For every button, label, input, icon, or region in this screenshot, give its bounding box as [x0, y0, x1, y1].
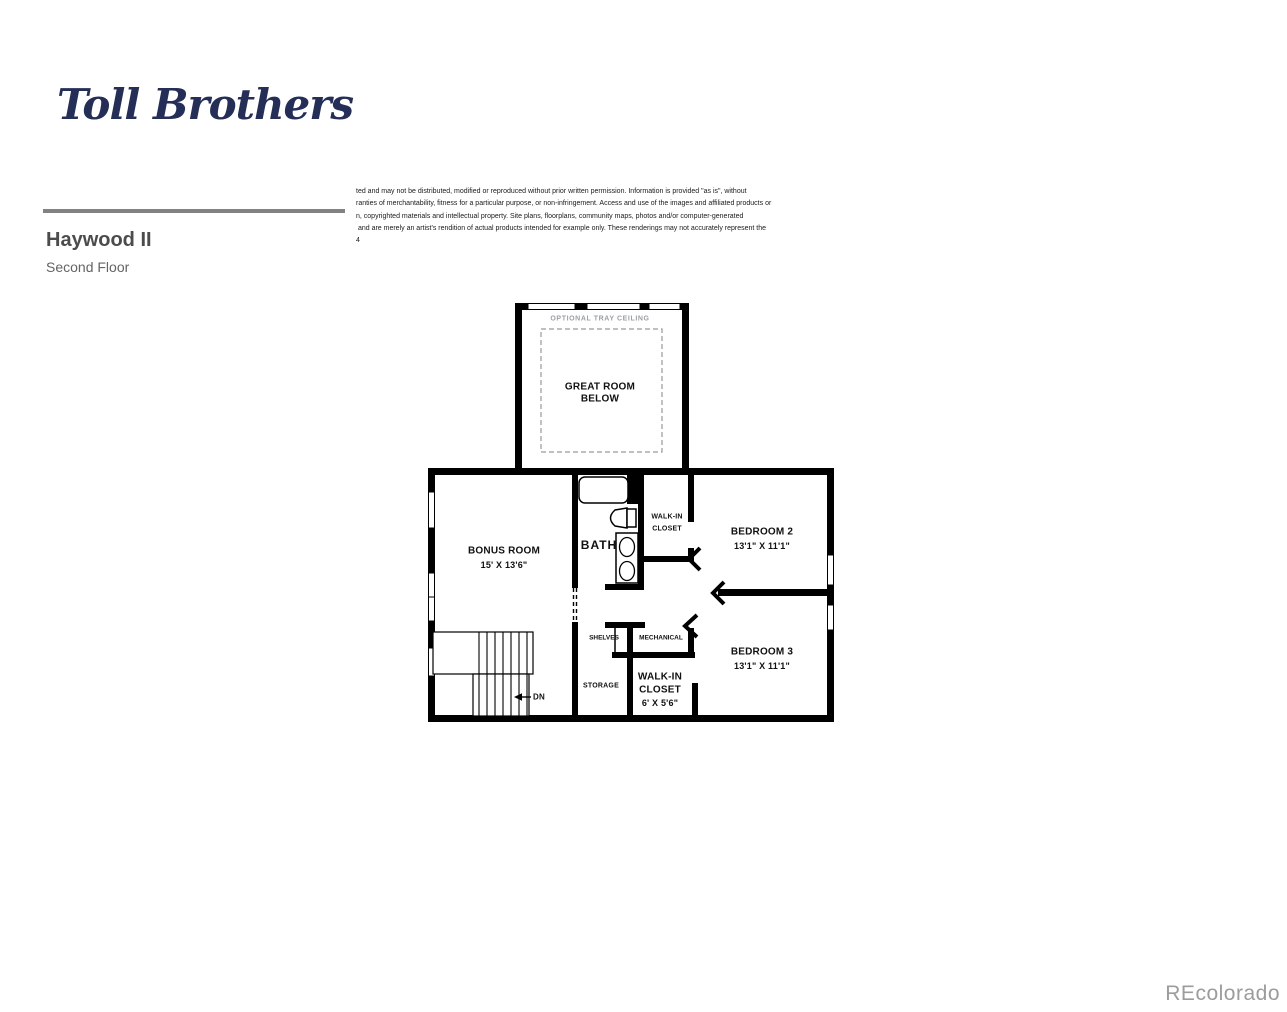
bedroom-2-label: BEDROOM 2 — [730, 526, 794, 538]
wall-mech-bottom — [612, 652, 695, 658]
window-left-1 — [429, 492, 435, 528]
storage-label: STORAGE — [583, 682, 619, 690]
walk-in-closet-lower-label-2: CLOSET — [639, 684, 681, 696]
window-left-2b — [429, 597, 435, 621]
window-greatroom-2 — [587, 304, 640, 310]
recolorado-watermark: REcolorado — [1165, 982, 1280, 1005]
bedroom-3-dims: 13'1" X 11'1" — [734, 661, 790, 671]
wall-bath-right — [638, 474, 644, 590]
toilet-tank — [627, 509, 636, 527]
great-room-below-label: BELOW — [580, 393, 620, 405]
sink-1 — [620, 538, 635, 557]
window-right-2 — [828, 605, 834, 630]
toilet-bowl — [611, 508, 628, 528]
disclaimer-line-3: n, copyrighted materials and intellectual property. Site plans, floorplans, community maps, photos and/or computer-generated — [356, 212, 744, 220]
window-left-2a — [429, 573, 435, 597]
window-greatroom-3 — [649, 304, 680, 310]
shelves-label: SHELVES — [589, 634, 619, 642]
wall-greatroom-left — [515, 303, 522, 475]
walk-in-closet-upper-label-1: WALK-IN — [651, 513, 683, 521]
disclaimer-line-2: ranties of merchantability, fitness for a particular purpose, or non-infringement. Access and use of the images and affiliated products or — [356, 200, 772, 208]
stairs-upper-run — [433, 632, 533, 674]
sink-2 — [620, 562, 635, 581]
optional-tray-ceiling-label: OPTIONAL TRAY CEILING — [550, 315, 650, 323]
wall-bonus-upper — [572, 474, 578, 588]
stairs-down-label: DN — [533, 692, 545, 702]
bathtub — [579, 477, 628, 503]
disclaimer-line-5: 4 — [356, 237, 360, 245]
wall-bath-bottom — [605, 584, 644, 590]
floor-subtitle: Second Floor — [46, 259, 130, 275]
bath-label: BATH — [580, 538, 618, 552]
window-right-1 — [828, 555, 834, 585]
toll-brothers-logo: Toll Brothers — [57, 80, 354, 129]
plan-title: Haywood II — [46, 229, 152, 251]
window-greatroom-1 — [528, 304, 575, 310]
disclaimer-line-4: and are merely an artist's rendition of actual products intended for example only. These renderings may not accurately represent the — [356, 224, 767, 232]
mechanical-label: MECHANICAL — [639, 634, 683, 642]
door-jamb-bedroom3 — [685, 615, 697, 637]
wall-bonus-lower — [572, 622, 578, 716]
bonus-room-label: BONUS ROOM — [468, 545, 540, 557]
great-room-label: GREAT ROOM — [564, 381, 636, 393]
walk-in-closet-lower-label-1: WALK-IN — [637, 671, 683, 683]
walk-in-closet-lower-dims: 6' X 5'6" — [641, 698, 679, 708]
bedroom-2-dims: 13'1" X 11'1" — [734, 541, 790, 551]
bedroom-3-label: BEDROOM 3 — [730, 646, 794, 658]
walk-in-closet-upper-label-2: CLOSET — [652, 525, 682, 533]
wall-closet-upper-right-a — [688, 474, 694, 522]
wall-closet-upper-bottom — [644, 556, 690, 562]
wall-center-vertical — [627, 622, 633, 716]
wall-closet-lower-right — [692, 683, 698, 716]
wall-bedroom-divider — [718, 589, 828, 596]
wall-greatroom-right — [682, 303, 689, 475]
disclaimer-line-1: ted and may not be distributed, modified or reproduced without prior written permission. Information is provided "as is", without — [356, 188, 747, 195]
wall-mech-top — [605, 622, 645, 628]
bonus-room-dims: 15' X 13'6" — [480, 560, 528, 570]
wall-main-top — [428, 468, 834, 475]
wall-main-right — [827, 468, 834, 722]
